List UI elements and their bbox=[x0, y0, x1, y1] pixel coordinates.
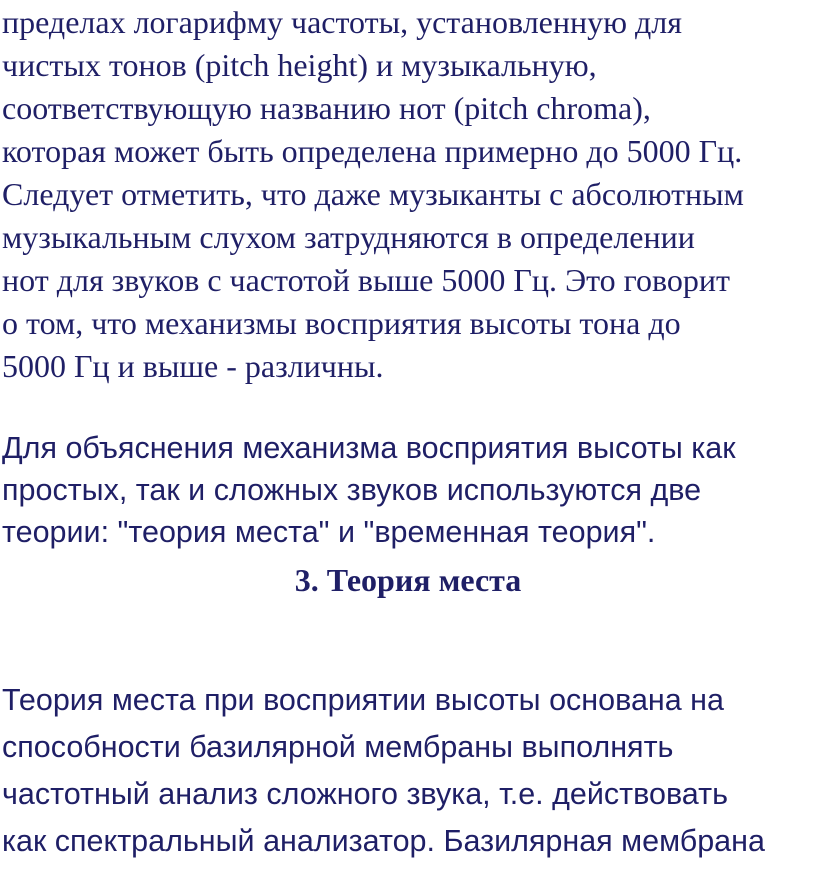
section-heading: 3. Теория места bbox=[294, 562, 522, 598]
paragraph-line: пределах логарифму частоты, установленную для bbox=[2, 4, 682, 40]
paragraph-line: Следует отметить, что даже музыканты с абсолютным bbox=[2, 176, 744, 212]
paragraph-line: теории: "теория места" и "временная теория". bbox=[2, 515, 656, 549]
paragraph-line: простых, так и сложных звуков используются две bbox=[2, 473, 702, 507]
paragraph-line: о том, что механизмы восприятия высоты тона до bbox=[2, 305, 681, 341]
paragraph-line: 5000 Гц и выше - различны. bbox=[2, 348, 384, 384]
paragraph-line: музыкальным слухом затрудняются в определении bbox=[2, 219, 695, 255]
paragraph-line: способности базилярной мембраны выполнять bbox=[2, 730, 674, 764]
paragraph-line: нот для звуков с частотой выше 5000 Гц. Это говорит bbox=[2, 262, 730, 298]
paragraph-line: чистых тонов (pitch height) и музыкальную, bbox=[2, 47, 597, 83]
paragraph-line: которая может быть определена примерно до 5000 Гц. bbox=[2, 133, 743, 169]
paragraph-line: как спектральный анализатор. Базилярная мембрана bbox=[2, 824, 765, 858]
paragraph-line: соответствующую названию нот (pitch chroma), bbox=[2, 90, 651, 126]
paragraph-line: Теория места при восприятии высоты основана на bbox=[2, 683, 724, 717]
paragraph-line: частотный анализ сложного звука, т.е. действовать bbox=[2, 777, 728, 811]
paragraph-line: Для объяснения механизма восприятия высоты как bbox=[2, 431, 736, 465]
